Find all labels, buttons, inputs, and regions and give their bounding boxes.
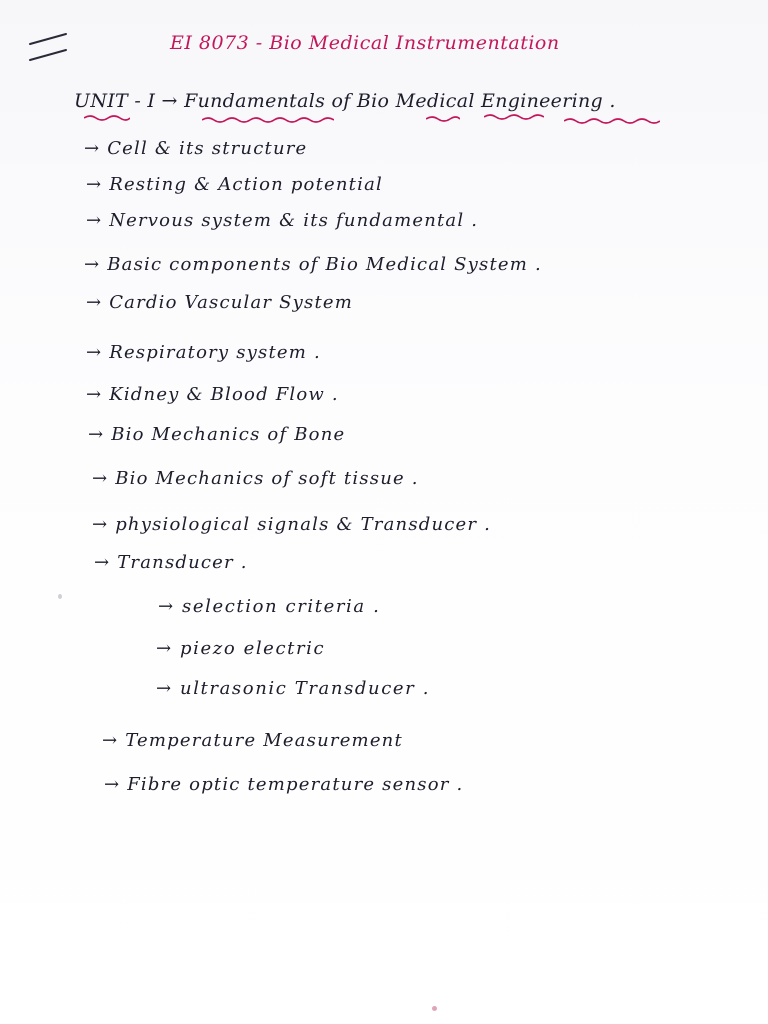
underline-fundamentals [202, 116, 334, 124]
paper-dot [432, 1006, 437, 1011]
margin-double-slash-mark [26, 30, 70, 64]
topic-item: → Bio Mechanics of soft tissue . [92, 468, 419, 489]
topic-item: → Cardio Vascular System [86, 292, 354, 313]
topic-item: → Transducer . [94, 552, 248, 573]
topic-item: → Fibre optic temperature sensor . [104, 774, 464, 795]
topic-item: → Respiratory system . [86, 342, 321, 363]
topic-item: → Kidney & Blood Flow . [86, 384, 339, 405]
topic-item: → physiological signals & Transducer . [92, 514, 492, 535]
topic-item: → Basic components of Bio Medical System . [84, 254, 542, 275]
underline-unit [84, 114, 130, 122]
topic-item: → Nervous system & its fundamental . [86, 210, 479, 231]
topic-item: → Bio Mechanics of Bone [88, 424, 346, 445]
paper-blemish [58, 594, 62, 599]
underline-engineering [564, 117, 660, 125]
subtopic-item: → piezo electric [156, 638, 326, 659]
topic-item: → Resting & Action potential [86, 174, 383, 195]
underline-bio [426, 115, 460, 123]
unit-heading: UNIT - I → Fundamentals of Bio Medical Engineering . [74, 90, 616, 112]
subtopic-item: → selection criteria . [158, 596, 381, 617]
topic-item: → Cell & its structure [84, 138, 308, 159]
topic-item: → Temperature Measurement [102, 730, 403, 751]
underline-medical [484, 113, 544, 121]
subtopic-item: → ultrasonic Transducer . [156, 678, 431, 699]
page-title: EI 8073 - Bio Medical Instrumentation [170, 32, 560, 54]
